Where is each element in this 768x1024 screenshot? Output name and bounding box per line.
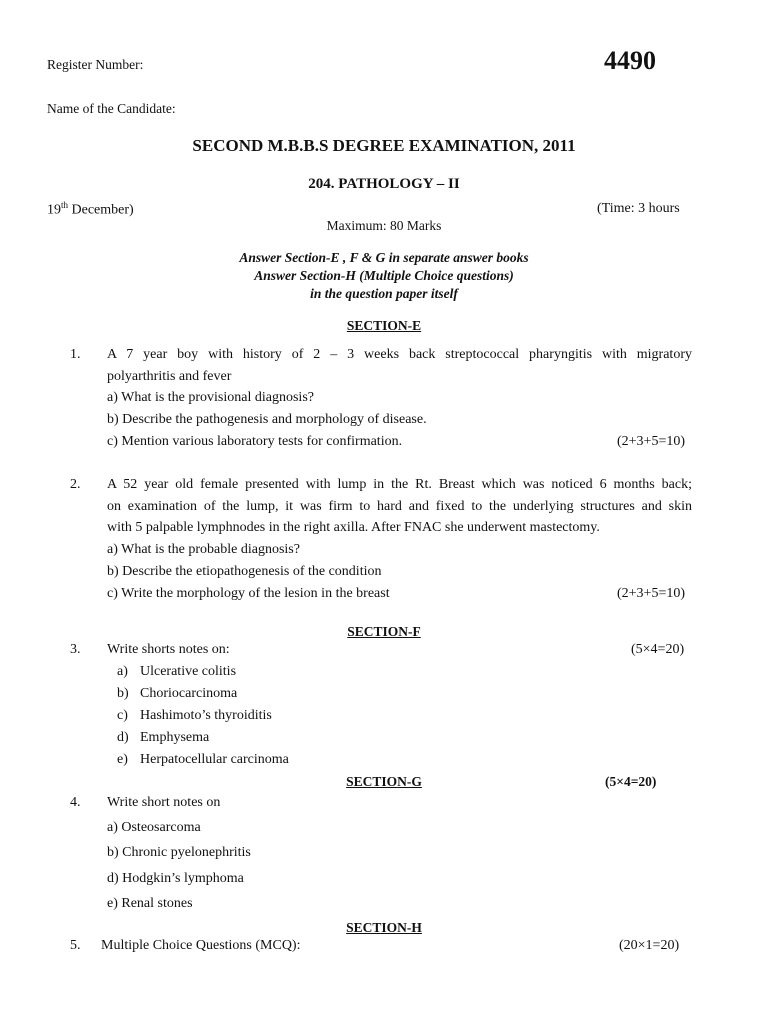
q1-line-1: A 7 year boy with history of 2 – 3 weeks back streptococcal pharyngitis with migratory [107, 347, 692, 362]
exam-title: SECOND M.B.B.S DEGREE EXAMINATION, 2011 [192, 136, 576, 155]
q3-number: 3. [70, 642, 81, 657]
q4-number: 4. [70, 795, 81, 810]
q3-item-c: Hashimoto’s thyroiditis [140, 708, 272, 723]
section-g-title: SECTION-G [346, 774, 422, 789]
q5-marks: (20×1=20) [619, 938, 680, 953]
paper-code: 4490 [604, 46, 656, 75]
date-month: December) [68, 202, 134, 218]
q2-part-a: a) What is the probable diagnosis? [107, 542, 300, 557]
q2-part-c: c) Write the morphology of the lesion in the breast [107, 586, 390, 601]
q1-part-c: c) Mention various laboratory tests for confirmation. [107, 434, 403, 449]
q4-stem: Write short notes on [107, 795, 221, 810]
q3-item-b: Choriocarcinoma [140, 686, 238, 701]
q4-item-a: a) Osteosarcoma [107, 820, 201, 835]
q2-marks: (2+3+5=10) [617, 586, 686, 601]
q3-item-d-label: d) [117, 730, 129, 745]
instruction-line-3: in the question paper itself [310, 286, 458, 301]
q3-marks: (5×4=20) [631, 642, 685, 657]
date-day: 19 [47, 202, 61, 218]
q1-number: 1. [70, 347, 81, 362]
section-f-title: SECTION-F [347, 624, 421, 639]
q2-line-2: on examination of the lump, it was firm to hard and fixed to the underlying structures and skin [107, 499, 692, 514]
q5-stem: Multiple Choice Questions (MCQ): [101, 938, 301, 953]
q1-part-b: b) Describe the pathogenesis and morphology of disease. [107, 412, 427, 427]
q3-item-c-label: c) [117, 708, 128, 723]
q4-item-d: d) Hodgkin’s lymphoma [107, 871, 244, 886]
instruction-line-1: Answer Section-E , F & G in separate answer books [239, 250, 529, 265]
q1-part-a: a) What is the provisional diagnosis? [107, 390, 314, 405]
q3-item-e-label: e) [117, 752, 128, 767]
q3-item-a-label: a) [117, 664, 128, 679]
exam-time: (Time: 3 hours [597, 201, 680, 216]
section-h-title: SECTION-H [346, 920, 422, 935]
q3-item-a: Ulcerative colitis [140, 664, 237, 679]
section-g-marks: (5×4=20) [605, 774, 657, 789]
q2-part-b: b) Describe the etiopathogenesis of the condition [107, 564, 382, 579]
q2-number: 2. [70, 477, 81, 492]
q3-stem: Write shorts notes on: [107, 642, 230, 657]
q2-line-1: A 52 year old female presented with lump in the Rt. Breast which was noticed 6 months back; [107, 477, 692, 492]
date-suffix: th [61, 200, 69, 210]
q3-item-e: Herpatocellular carcinoma [140, 752, 289, 767]
register-number-label: Register Number: [47, 57, 144, 72]
q2-line-3: with 5 palpable lymphnodes in the right axilla. After FNAC she underwent mastectomy. [107, 520, 600, 535]
q3-item-b-label: b) [117, 686, 129, 701]
instruction-line-2: Answer Section-H (Multiple Choice questions) [254, 268, 514, 283]
q3-item-d: Emphysema [140, 730, 210, 745]
candidate-name-label: Name of the Candidate: [47, 101, 176, 116]
exam-date [47, 200, 134, 219]
q5-number: 5. [70, 938, 81, 953]
q4-item-e: e) Renal stones [107, 896, 193, 911]
q1-line-2: polyarthritis and fever [107, 369, 232, 384]
max-marks: Maximum: 80 Marks [326, 218, 442, 233]
q4-item-b: b) Chronic pyelonephritis [107, 845, 251, 860]
paper-title: 204. PATHOLOGY – II [308, 176, 460, 192]
q1-marks: (2+3+5=10) [617, 434, 686, 449]
section-e-title: SECTION-E [346, 318, 422, 333]
